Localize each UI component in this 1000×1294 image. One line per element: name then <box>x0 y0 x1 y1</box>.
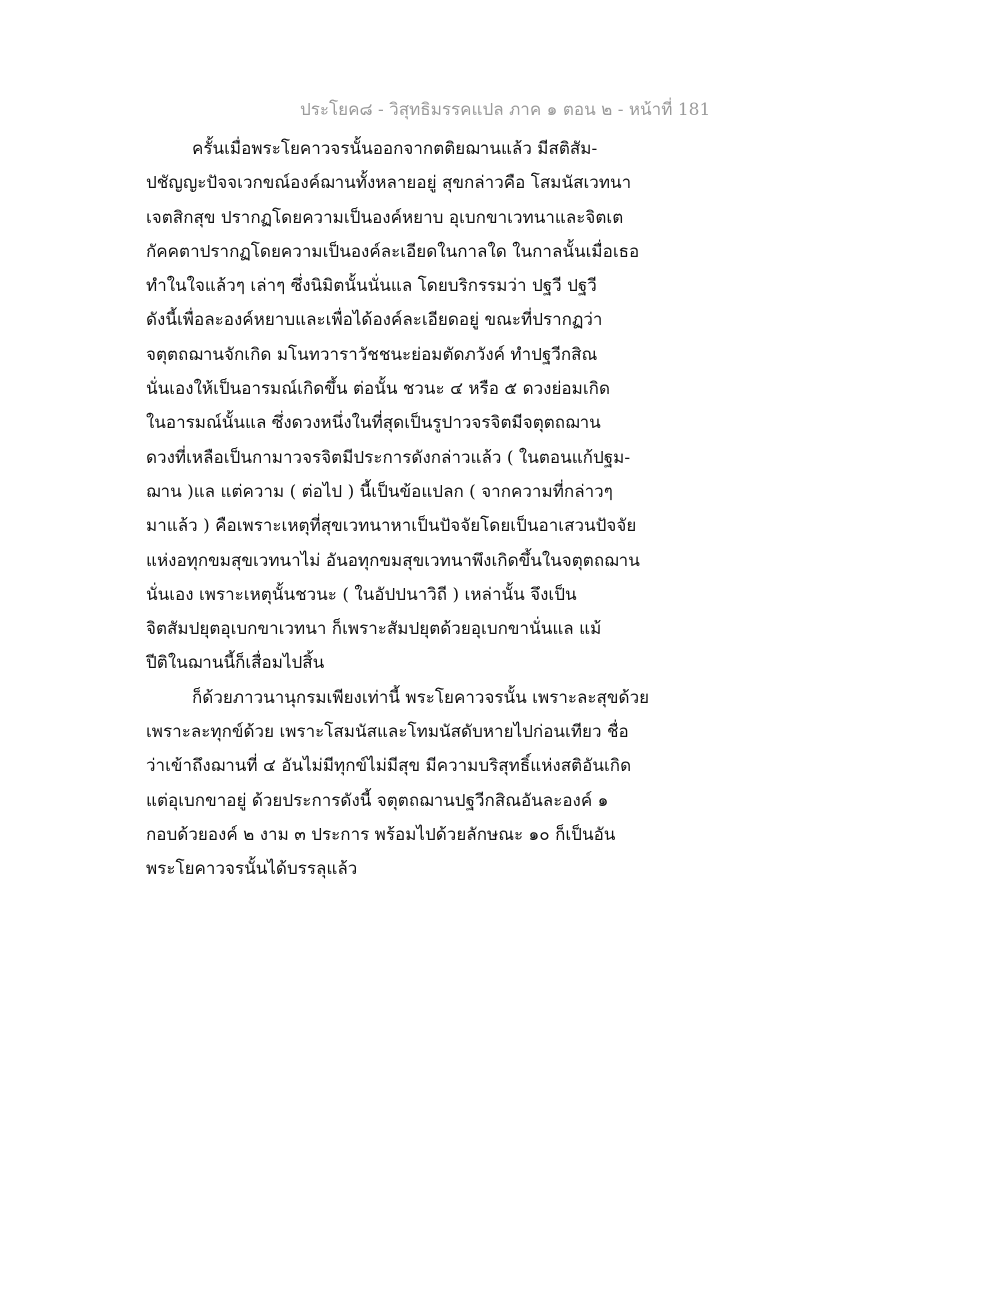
text-line: แห่งอทุกขมสุขเวทนาไม่ อันอทุกขมสุขเวทนาพึงเกิดขึ้นในจตุตถฌาน <box>146 550 640 571</box>
text-line: ในอารมณ์นั้นแล ซึ่งดวงหนึ่งในที่สุดเป็นรูปาวจรจิตมีจตุตถฌาน <box>146 413 601 434</box>
text-line: ปชัญญะปัจจเวกขณ์องค์ฌานทั้งหลายอยู่ สุขกล่าวคือ โสมนัสเวทนา <box>146 173 632 194</box>
page-header: ประโยค๘ - วิสุทธิมรรคแปล ภาค ๑ ตอน ๒ - หน้าที่ 181 <box>300 100 711 120</box>
text-line: เพราะละทุกข์ด้วย เพราะโสมนัสและโทมนัสดับหายไปก่อนเทียว ชื่อ <box>146 722 629 743</box>
text-line: ครั้นเมื่อพระโยคาวจรนั้นออกจากตติยฌานแล้ว มีสติสัม- <box>192 139 598 159</box>
text-line: นั่นเอง เพราะเหตุนั้นชวนะ ( ในอัปปนาวิถี ) เหล่านั้น จึงเป็น <box>146 584 577 605</box>
text-line: แต่อุเบกขาอยู่ ด้วยประการดังนี้ จตุตถฌานปฐวีกสิณอันละองค์ ๑ <box>146 790 609 811</box>
text-line: จตุตถฌานจักเกิด มโนทวาราวัชชนะย่อมตัดภวังค์ ทำปฐวีกสิณ <box>146 344 598 365</box>
text-line: กัคคตาปรากฏโดยความเป็นองค์ละเอียดในกาลใด ในกาลนั้นเมื่อเธอ <box>146 241 640 262</box>
paragraph-1 <box>146 132 646 681</box>
text-line: ดวงที่เหลือเป็นกามาวจรจิตมีประการดังกล่าวแล้ว ( ในตอนแก้ปฐม- <box>146 447 631 468</box>
body-text <box>146 132 650 887</box>
text-line: ปีติในฌานนี้ก็เสื่อมไปสิ้น <box>146 653 325 674</box>
text-line: จิตสัมปยุตอุเบกขาเวทนา ก็เพราะสัมปยุตด้วยอุเบกขานั่นแล แม้ <box>146 619 602 640</box>
paragraph-2 <box>146 681 650 887</box>
text-line: ดังนี้เพื่อละองค์หยาบและเพื่อได้องค์ละเอียดอยู่ ขณะที่ปรากฏว่า <box>146 310 603 331</box>
text-line: มาแล้ว ) คือเพราะเหตุที่สุขเวทนาหาเป็นปัจจัยโดยเป็นอาเสวนปัจจัย <box>146 516 637 537</box>
text-line: ทำในใจแล้วๆ เล่าๆ ซึ่งนิมิตนั้นนั่นแล โดยบริกรรมว่า ปฐวี ปฐวี <box>146 276 597 297</box>
text-line: ก็ด้วยภาวนานุกรมเพียงเท่านี้ พระโยคาวจรนั้น เพราะละสุขด้วย <box>192 687 650 708</box>
text-line: กอบด้วยองค์ ๒ งาม ๓ ประการ พร้อมไปด้วยลักษณะ ๑๐ ก็เป็นอัน <box>146 824 616 845</box>
text-line: ว่าเข้าถึงฌานที่ ๔ อันไม่มีทุกข์ไม่มีสุข มีความบริสุทธิ์แห่งสติอันเกิด <box>146 756 632 777</box>
text-line: พระโยคาวจรนั้นได้บรรลุแล้ว <box>146 859 358 880</box>
text-line: ฌาน )แล แต่ความ ( ต่อไป ) นี้เป็นข้อแปลก ( จากความที่กล่าวๆ <box>146 481 613 502</box>
text-line: เจตสิกสุข ปรากฏโดยความเป็นองค์หยาบ อุเบกขาเวทนาและจิตเต <box>146 207 624 228</box>
text-line: นั่นเองให้เป็นอารมณ์เกิดขึ้น ต่อนั้น ชวนะ ๔ หรือ ๕ ดวงย่อมเกิด <box>146 379 610 400</box>
